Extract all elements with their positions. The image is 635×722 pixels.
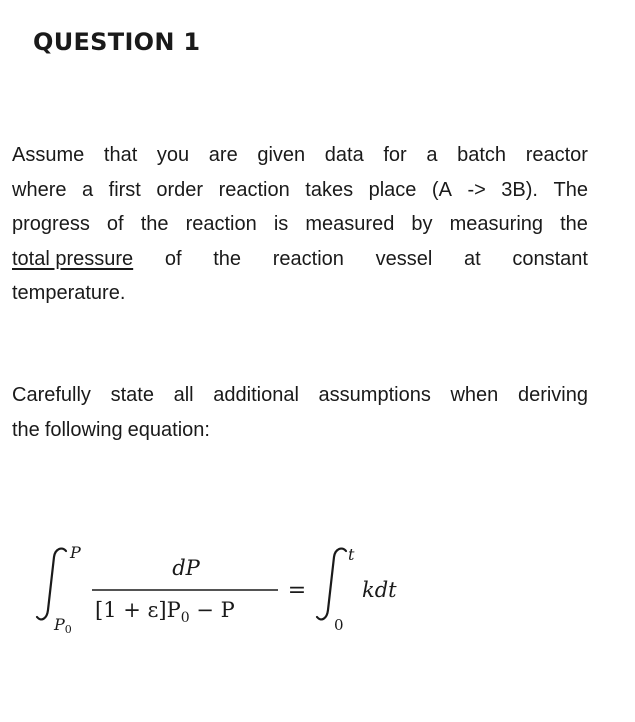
integral-sign-right — [317, 549, 346, 620]
word: equation: — [127, 418, 210, 441]
word: following — [44, 418, 123, 441]
word: (A — [431, 178, 452, 201]
word: the — [140, 213, 169, 235]
word: you — [156, 144, 190, 166]
word: for — [383, 144, 407, 166]
word: are — [208, 144, 238, 166]
word: vessel — [375, 247, 433, 270]
paragraph-line — [12, 173, 588, 208]
underlined-term: total pressure — [12, 247, 134, 270]
integral-lower-limit: P0 — [54, 615, 72, 636]
word: measuring — [449, 213, 544, 235]
word: the — [213, 247, 242, 270]
integral-upper-limit-t: t — [348, 545, 355, 564]
word: assumptions — [318, 384, 431, 406]
word: batch — [457, 144, 507, 166]
word: Assume — [12, 144, 85, 166]
word: progress — [12, 213, 90, 235]
paragraph-line — [12, 242, 588, 277]
word: the — [560, 213, 588, 235]
word: reaction — [218, 178, 290, 201]
word: measured — [305, 213, 395, 235]
word: by — [411, 213, 433, 235]
word: at — [463, 247, 481, 270]
word: the — [12, 418, 40, 441]
word: The — [553, 178, 588, 201]
word: reaction — [272, 247, 344, 270]
word: place — [368, 178, 417, 201]
word: that — [103, 144, 138, 166]
word: of — [164, 247, 182, 270]
integral-sign-left — [37, 549, 66, 620]
word: first — [108, 178, 141, 201]
word: a — [426, 144, 438, 166]
word: reaction — [185, 213, 257, 235]
word: 3B). — [501, 178, 538, 201]
integrand: kdt — [362, 578, 397, 602]
paragraph-line — [12, 276, 588, 311]
word: where — [12, 178, 67, 201]
word: reactor — [525, 144, 588, 166]
word: temperature. — [12, 282, 126, 304]
word: state — [110, 384, 154, 406]
paragraph-line — [12, 378, 588, 413]
paragraph-line — [12, 413, 588, 448]
word: given — [257, 144, 306, 166]
fraction-denominator: $[1 + \varepsilon]P_0 - P$ — [95, 598, 235, 626]
word: constant — [512, 247, 588, 270]
word: deriving — [517, 384, 588, 406]
integral-upper-limit: P — [70, 543, 81, 562]
problem-statement — [12, 138, 588, 311]
question-title: QUESTION 1 — [33, 28, 201, 56]
instruction — [12, 378, 588, 447]
integral-lower-limit-zero: 0 — [334, 616, 344, 634]
paragraph-line — [12, 207, 588, 242]
equals-sign: = — [287, 578, 307, 603]
fraction-numerator: dP — [172, 556, 200, 580]
word: order — [156, 178, 204, 201]
equation — [0, 530, 635, 650]
word: -> — [467, 178, 486, 201]
word: is — [273, 213, 289, 235]
word: data — [324, 144, 364, 166]
word: Carefully — [12, 384, 91, 406]
word: of — [106, 213, 124, 235]
word: a — [82, 178, 94, 201]
word: additional — [213, 384, 299, 406]
word: when — [450, 384, 499, 406]
word: all — [173, 384, 194, 406]
paragraph-line — [12, 138, 588, 173]
word: takes — [305, 178, 354, 201]
